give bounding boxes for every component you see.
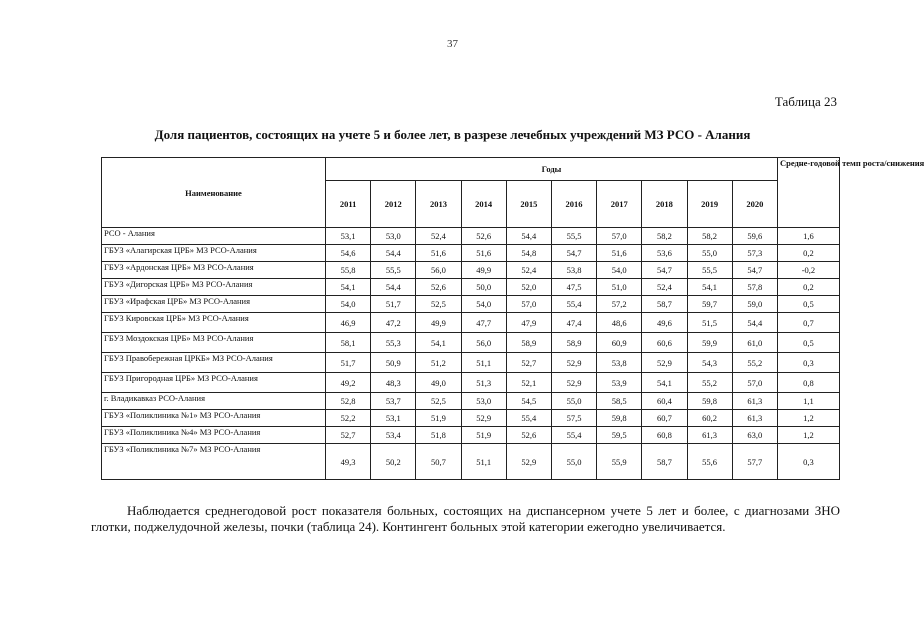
value-cell: 47,9 bbox=[506, 313, 551, 333]
table-row bbox=[102, 333, 840, 353]
value-cell: 55,4 bbox=[551, 427, 596, 444]
row-name-cell: ГБУЗ «Дигорская ЦРБ» МЗ РСО-Алания bbox=[102, 279, 326, 296]
value-cell: 46,9 bbox=[326, 313, 371, 333]
value-cell: 57,3 bbox=[732, 245, 777, 262]
value-cell: 60,2 bbox=[687, 410, 732, 427]
data-table bbox=[101, 157, 924, 480]
value-cell: 54,0 bbox=[597, 262, 642, 279]
table-row bbox=[102, 279, 840, 296]
year-header: 2013 bbox=[416, 181, 461, 228]
growth-cell: 1,2 bbox=[777, 427, 839, 444]
value-cell: 54,4 bbox=[732, 313, 777, 333]
value-cell: 55,2 bbox=[687, 373, 732, 393]
row-name-cell: ГБУЗ Пригородная ЦРБ» МЗ РСО-Алания bbox=[102, 373, 326, 393]
value-cell: 59,8 bbox=[687, 393, 732, 410]
table-label: Таблица 23 bbox=[774, 94, 837, 109]
value-cell: 47,4 bbox=[551, 313, 596, 333]
value-cell: 58,7 bbox=[642, 296, 687, 313]
value-cell: 52,9 bbox=[506, 444, 551, 480]
growth-cell: 0,2 bbox=[777, 279, 839, 296]
value-cell: 53,1 bbox=[326, 228, 371, 245]
value-cell: 53,7 bbox=[371, 393, 416, 410]
value-cell: 47,7 bbox=[461, 313, 506, 333]
value-cell: 61,3 bbox=[687, 427, 732, 444]
value-cell: 51,6 bbox=[597, 245, 642, 262]
value-cell: 54,8 bbox=[506, 245, 551, 262]
value-cell: 52,1 bbox=[506, 373, 551, 393]
value-cell: 52,5 bbox=[416, 296, 461, 313]
value-cell: 54,4 bbox=[371, 279, 416, 296]
value-cell: 50,0 bbox=[461, 279, 506, 296]
table-row bbox=[102, 313, 840, 333]
value-cell: 59,9 bbox=[687, 333, 732, 353]
value-cell: 52,4 bbox=[506, 262, 551, 279]
value-cell: 58,7 bbox=[642, 444, 687, 480]
value-cell: 49,2 bbox=[326, 373, 371, 393]
value-cell: 60,6 bbox=[642, 333, 687, 353]
value-cell: 54,4 bbox=[371, 245, 416, 262]
value-cell: 54,0 bbox=[461, 296, 506, 313]
year-header: 2012 bbox=[371, 181, 416, 228]
table-body bbox=[102, 228, 840, 480]
value-cell: 49,0 bbox=[416, 373, 461, 393]
value-cell: 55,2 bbox=[732, 353, 777, 373]
value-cell: 52,6 bbox=[461, 228, 506, 245]
value-cell: 54,5 bbox=[506, 393, 551, 410]
value-cell: 54,1 bbox=[326, 279, 371, 296]
value-cell: 51,1 bbox=[461, 353, 506, 373]
value-cell: 53,4 bbox=[371, 427, 416, 444]
value-cell: 51,6 bbox=[461, 245, 506, 262]
value-cell: 49,3 bbox=[326, 444, 371, 480]
body-paragraph: Наблюдается среднегодовой рост показателя больных, состоящих на диспансерном учете 5 лет и более, с диагнозами ЗНО глотки, поджелудочной железы, почки (таблица 24). Контингент больных этой категории ежегодно увеличивается. bbox=[91, 503, 840, 534]
value-cell: 52,6 bbox=[506, 427, 551, 444]
value-cell: 55,5 bbox=[371, 262, 416, 279]
growth-cell: 0,3 bbox=[777, 444, 839, 480]
page-number: 37 bbox=[447, 38, 458, 50]
value-cell: 52,9 bbox=[551, 353, 596, 373]
value-cell: 59,5 bbox=[597, 427, 642, 444]
table-row bbox=[102, 353, 840, 373]
value-cell: 54,6 bbox=[326, 245, 371, 262]
value-cell: 49,9 bbox=[416, 313, 461, 333]
value-cell: 47,5 bbox=[551, 279, 596, 296]
value-cell: 53,8 bbox=[551, 262, 596, 279]
growth-cell: 1,2 bbox=[777, 410, 839, 427]
table-row bbox=[102, 296, 840, 313]
table-title: Доля пациентов, состоящих на учете 5 и более лет, в разрезе лечебных учреждений МЗ РСО - Алания bbox=[154, 127, 751, 142]
value-cell: 52,7 bbox=[506, 353, 551, 373]
value-cell: 51,7 bbox=[326, 353, 371, 373]
value-cell: 60,7 bbox=[642, 410, 687, 427]
year-header: 2020 bbox=[732, 181, 777, 228]
row-name-cell: ГБУЗ «Поликлиника №4» МЗ РСО-Алания bbox=[102, 427, 326, 444]
year-header: 2015 bbox=[506, 181, 551, 228]
value-cell: 56,0 bbox=[461, 333, 506, 353]
value-cell: 52,9 bbox=[461, 410, 506, 427]
value-cell: 57,8 bbox=[732, 279, 777, 296]
row-name-cell: РСО - Алания bbox=[102, 228, 326, 245]
growth-cell: 1,6 bbox=[777, 228, 839, 245]
value-cell: 59,6 bbox=[732, 228, 777, 245]
value-cell: 50,7 bbox=[416, 444, 461, 480]
value-cell: 61,3 bbox=[732, 393, 777, 410]
value-cell: 51,0 bbox=[597, 279, 642, 296]
growth-cell: 0,5 bbox=[777, 333, 839, 353]
value-cell: 54,7 bbox=[642, 262, 687, 279]
value-cell: 59,0 bbox=[732, 296, 777, 313]
value-cell: 51,2 bbox=[416, 353, 461, 373]
value-cell: 52,9 bbox=[551, 373, 596, 393]
value-cell: 53,1 bbox=[371, 410, 416, 427]
year-header: 2014 bbox=[461, 181, 506, 228]
value-cell: 52,5 bbox=[416, 393, 461, 410]
value-cell: 61,3 bbox=[732, 410, 777, 427]
value-cell: 55,5 bbox=[687, 262, 732, 279]
row-name-cell: ГБУЗ «Ардонская ЦРБ» МЗ РСО-Алания bbox=[102, 262, 326, 279]
row-name-cell: ГБУЗ «Поликлиника №7» МЗ РСО-Алания bbox=[102, 444, 326, 480]
growth-cell: 0,5 bbox=[777, 296, 839, 313]
value-cell: 57,2 bbox=[597, 296, 642, 313]
value-cell: 51,9 bbox=[461, 427, 506, 444]
value-cell: 51,1 bbox=[461, 444, 506, 480]
value-cell: 57,0 bbox=[506, 296, 551, 313]
table-row bbox=[102, 444, 840, 480]
value-cell: 58,2 bbox=[642, 228, 687, 245]
value-cell: 55,6 bbox=[687, 444, 732, 480]
value-cell: 55,4 bbox=[506, 410, 551, 427]
year-header: 2011 bbox=[326, 181, 371, 228]
row-name-cell: ГБУЗ «Поликлиника №1» МЗ РСО-Алания bbox=[102, 410, 326, 427]
value-cell: 58,9 bbox=[506, 333, 551, 353]
value-cell: 51,6 bbox=[416, 245, 461, 262]
value-cell: 51,9 bbox=[416, 410, 461, 427]
year-header: 2017 bbox=[597, 181, 642, 228]
growth-cell: 0,2 bbox=[777, 245, 839, 262]
row-name-cell: ГБУЗ Моздокская ЦРБ» МЗ РСО-Алания bbox=[102, 333, 326, 353]
column-header-years: Годы bbox=[326, 158, 778, 181]
value-cell: 50,9 bbox=[371, 353, 416, 373]
value-cell: 54,3 bbox=[687, 353, 732, 373]
value-cell: 47,2 bbox=[371, 313, 416, 333]
value-cell: 57,0 bbox=[597, 228, 642, 245]
value-cell: 57,7 bbox=[732, 444, 777, 480]
value-cell: 56,0 bbox=[416, 262, 461, 279]
value-cell: 54,1 bbox=[416, 333, 461, 353]
value-cell: 60,9 bbox=[597, 333, 642, 353]
value-cell: 54,1 bbox=[687, 279, 732, 296]
value-cell: 55,0 bbox=[551, 393, 596, 410]
value-cell: 61,0 bbox=[732, 333, 777, 353]
table-row bbox=[102, 262, 840, 279]
value-cell: 54,0 bbox=[326, 296, 371, 313]
year-header: 2016 bbox=[551, 181, 596, 228]
value-cell: 55,0 bbox=[551, 444, 596, 480]
value-cell: 58,9 bbox=[551, 333, 596, 353]
table-row bbox=[102, 245, 840, 262]
value-cell: 52,4 bbox=[642, 279, 687, 296]
value-cell: 51,5 bbox=[687, 313, 732, 333]
value-cell: 51,7 bbox=[371, 296, 416, 313]
value-cell: 58,1 bbox=[326, 333, 371, 353]
row-name-cell: ГБУЗ Правобережная ЦРКБ» МЗ РСО-Алания bbox=[102, 353, 326, 373]
table-row bbox=[102, 410, 840, 427]
value-cell: 55,0 bbox=[687, 245, 732, 262]
growth-cell: 1,1 bbox=[777, 393, 839, 410]
row-name-cell: ГБУЗ «Ирафская ЦРБ» МЗ РСО-Алания bbox=[102, 296, 326, 313]
value-cell: 59,8 bbox=[597, 410, 642, 427]
table-row bbox=[102, 373, 840, 393]
value-cell: 51,8 bbox=[416, 427, 461, 444]
value-cell: 58,2 bbox=[687, 228, 732, 245]
value-cell: 48,3 bbox=[371, 373, 416, 393]
value-cell: 55,3 bbox=[371, 333, 416, 353]
value-cell: 52,0 bbox=[506, 279, 551, 296]
value-cell: 52,8 bbox=[326, 393, 371, 410]
value-cell: 55,9 bbox=[597, 444, 642, 480]
value-cell: 51,3 bbox=[461, 373, 506, 393]
value-cell: 53,0 bbox=[461, 393, 506, 410]
value-cell: 52,7 bbox=[326, 427, 371, 444]
value-cell: 53,8 bbox=[597, 353, 642, 373]
table-row bbox=[102, 228, 840, 245]
growth-cell: 0,7 bbox=[777, 313, 839, 333]
value-cell: 49,9 bbox=[461, 262, 506, 279]
table-row bbox=[102, 427, 840, 444]
year-header: 2018 bbox=[642, 181, 687, 228]
value-cell: 52,2 bbox=[326, 410, 371, 427]
value-cell: 52,9 bbox=[642, 353, 687, 373]
value-cell: 55,5 bbox=[551, 228, 596, 245]
value-cell: 57,5 bbox=[551, 410, 596, 427]
row-name-cell: г. Владикавказ РСО-Алания bbox=[102, 393, 326, 410]
growth-cell: 0,3 bbox=[777, 353, 839, 373]
value-cell: 52,6 bbox=[416, 279, 461, 296]
growth-cell: 0,8 bbox=[777, 373, 839, 393]
value-cell: 54,4 bbox=[506, 228, 551, 245]
growth-cell: -0,2 bbox=[777, 262, 839, 279]
value-cell: 54,7 bbox=[732, 262, 777, 279]
value-cell: 54,1 bbox=[642, 373, 687, 393]
value-cell: 58,5 bbox=[597, 393, 642, 410]
value-cell: 52,4 bbox=[416, 228, 461, 245]
value-cell: 50,2 bbox=[371, 444, 416, 480]
value-cell: 59,7 bbox=[687, 296, 732, 313]
value-cell: 49,6 bbox=[642, 313, 687, 333]
row-name-cell: ГБУЗ Кировская ЦРБ» МЗ РСО-Алания bbox=[102, 313, 326, 333]
value-cell: 53,6 bbox=[642, 245, 687, 262]
column-header-growth: Средне-годовой темп роста/снижения bbox=[777, 158, 839, 228]
value-cell: 53,0 bbox=[371, 228, 416, 245]
value-cell: 54,7 bbox=[551, 245, 596, 262]
value-cell: 60,8 bbox=[642, 427, 687, 444]
value-cell: 55,4 bbox=[551, 296, 596, 313]
value-cell: 63,0 bbox=[732, 427, 777, 444]
row-name-cell: ГБУЗ «Алагирская ЦРБ» МЗ РСО-Алания bbox=[102, 245, 326, 262]
year-header: 2019 bbox=[687, 181, 732, 228]
value-cell: 60,4 bbox=[642, 393, 687, 410]
column-header-name: Наименование bbox=[102, 158, 326, 228]
value-cell: 48,6 bbox=[597, 313, 642, 333]
table-row bbox=[102, 393, 840, 410]
value-cell: 55,8 bbox=[326, 262, 371, 279]
value-cell: 57,0 bbox=[732, 373, 777, 393]
value-cell: 53,9 bbox=[597, 373, 642, 393]
